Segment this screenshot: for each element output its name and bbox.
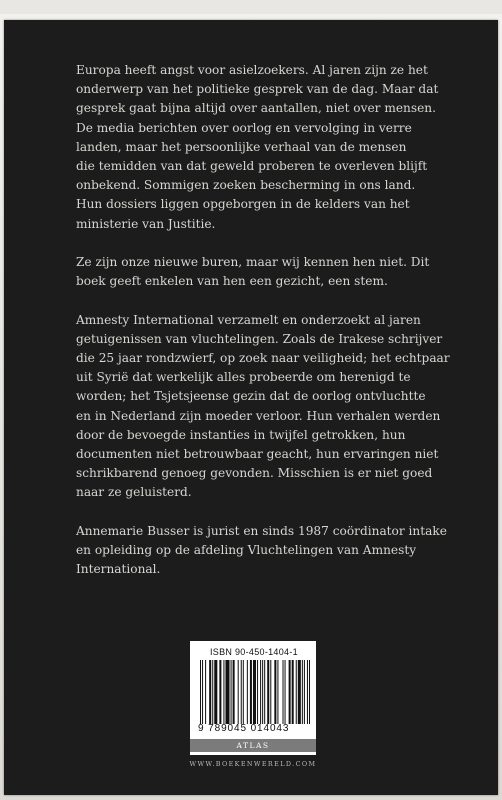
blurb-line: door de bevoegde instanties in twijfel getrokken, hun — [76, 427, 406, 442]
back-cover-blurb — [76, 61, 450, 599]
blurb-line: die temidden van dat geweld proberen te overleven blijft — [76, 159, 428, 174]
blurb-line: die 25 jaar rondzwierf, op zoek naar veiligheid; het echtpaar — [76, 351, 450, 366]
blurb-line: getuigenissen van vluchtelingen. Zoals de Irakese schrijver — [76, 331, 443, 346]
blurb-line: landen, maar het persoonlijke verhaal van de mensen — [76, 139, 407, 154]
blurb-line: naar ze geluisterd. — [76, 485, 192, 500]
blurb-line: onbekend. Sommigen zoeken bescherming in ons land. — [76, 178, 416, 193]
blurb-line: Annemarie Busser is jurist en sinds 1987 coördinator intake — [76, 523, 447, 538]
publisher-name: ATLAS — [236, 741, 270, 750]
publisher-website: WWW.BOEKENWERELD.COM — [189, 760, 317, 768]
blurb-line: en in Nederland zijn moeder verloor. Hun verhalen werden — [76, 408, 441, 423]
barcode-icon — [200, 660, 310, 724]
blurb-line: Amnesty International verzamelt en onderzoekt al jaren — [76, 312, 421, 327]
blurb-line: De media berichten over oorlog en vervolging in verre — [76, 120, 412, 135]
blurb-paragraph-1 — [76, 61, 439, 234]
blurb-line: onderwerp van het politieke gesprek van de dag. Maar dat — [76, 82, 439, 97]
blurb-paragraph-4 — [76, 522, 447, 580]
blurb-line: Ze zijn onze nieuwe buren, maar wij kennen hen niet. Dit — [76, 255, 430, 270]
blurb-line: Hun dossiers liggen opgeborgen in de kelders van het — [76, 197, 410, 212]
blurb-line: International. — [76, 562, 161, 577]
blurb-paragraph-2 — [76, 253, 428, 291]
blurb-line: schrikbarend genoeg gevonden. Misschien is er niet goed — [76, 466, 433, 481]
blurb-line: en opleiding op de afdeling Vluchtelingen van Amnesty — [76, 543, 417, 558]
blurb-line: Europa heeft angst voor asielzoekers. Al jaren zijn ze het — [76, 63, 428, 77]
blurb-line: ministerie van Justitie. — [76, 216, 216, 231]
blurb-line: gesprek gaat bijna altijd over aantallen, niet over mensen. — [76, 101, 436, 116]
blurb-line: boek geeft enkelen van hen een gezicht, een stem. — [76, 274, 388, 289]
blurb-line: worden; het Tsjetsjeense gezin dat de oorlog ontvluchtte — [76, 389, 426, 404]
blurb-paragraph-3 — [76, 311, 450, 503]
blurb-line: uit Syrië dat werkelijk alles probeerde om herenigd te — [76, 370, 411, 385]
isbn-label: ISBN 90-450-1404-1 — [210, 647, 298, 657]
blurb-line: documenten niet betrouwbaar geacht, hun ervaringen niet — [76, 447, 439, 462]
ean-digits: 9 789045 014043 — [198, 723, 290, 734]
